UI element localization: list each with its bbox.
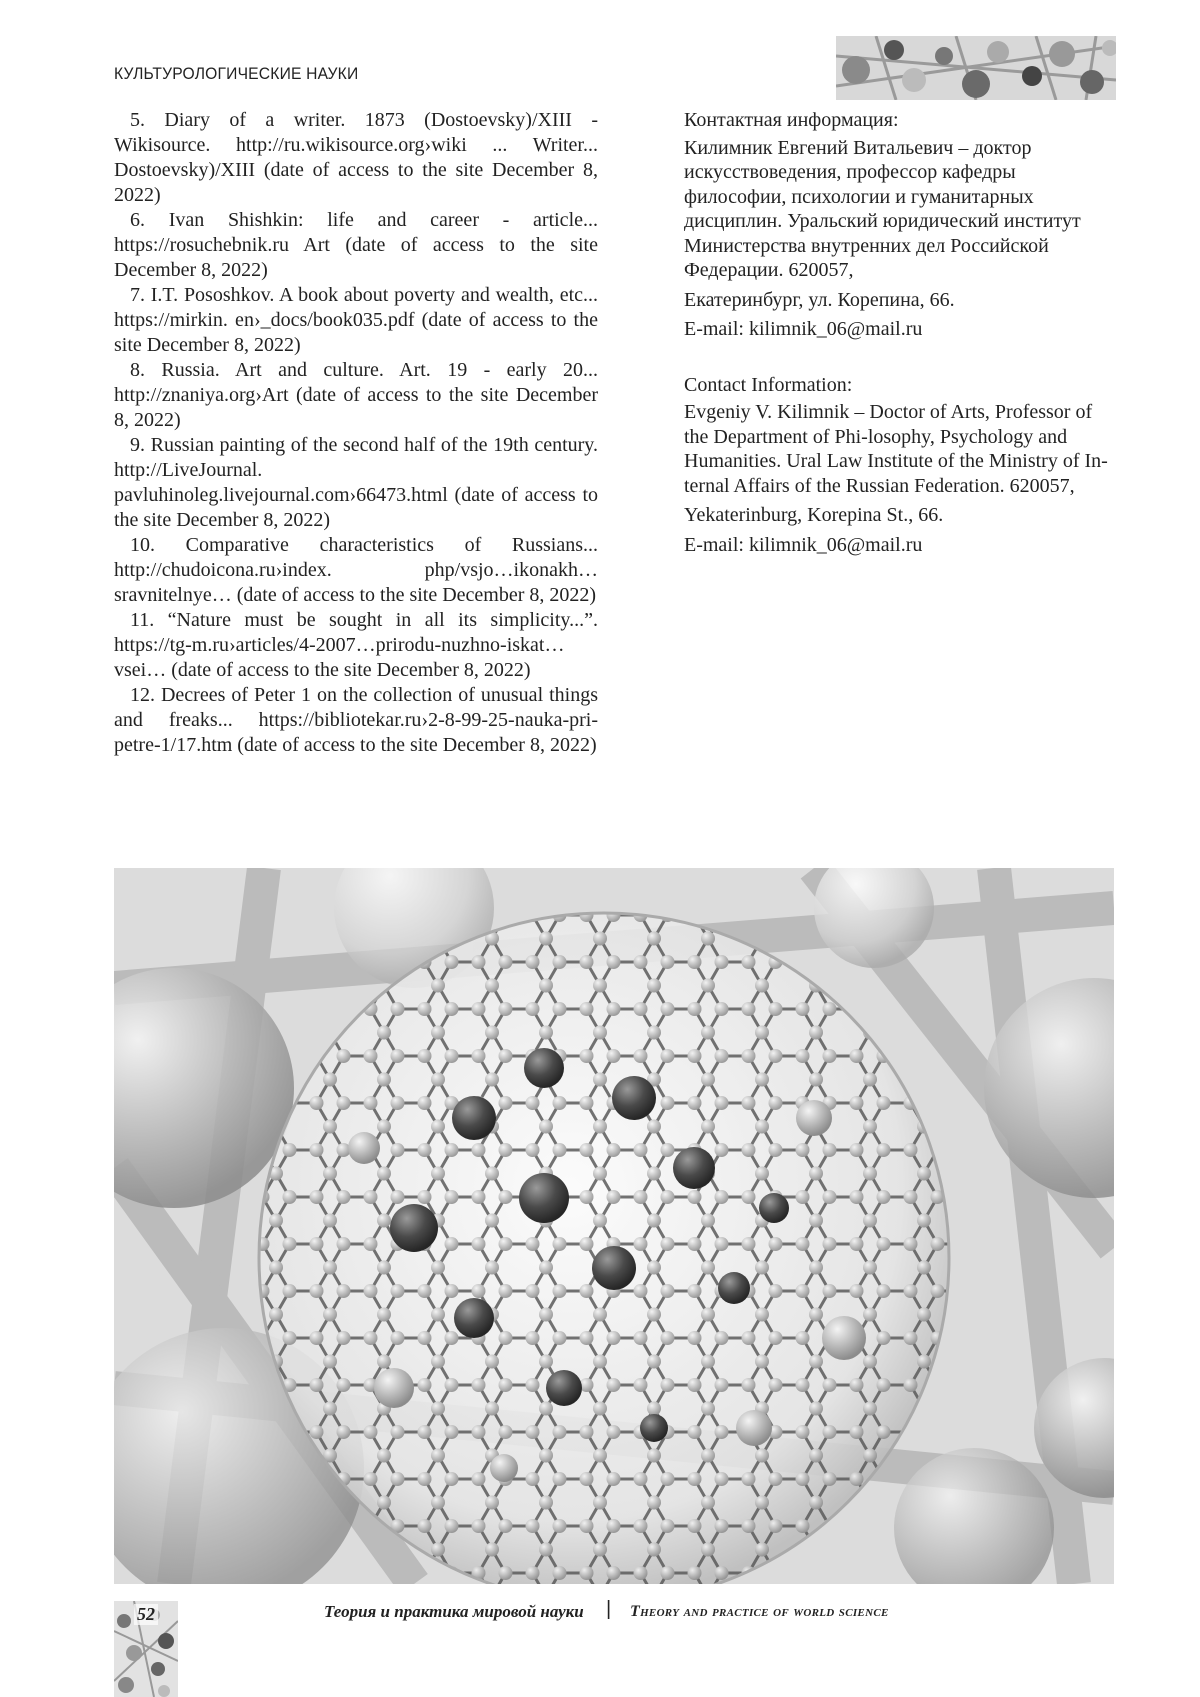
reference-item: 5. Diary of a writer. 1873 (Dostoevsky)/XIII - Wikisource. http://ru.wikisource.org›wiki ... Writer... Dostoevsky)/XIII (date of access to the site December 8, 2022): [114, 108, 598, 208]
reference-item: 12. Decrees of Peter 1 on the collection of unusual things and freaks... https://bibliotekar.ru›2-8-99-25-nauka-pri-petre-1/17.htm (date of access to the site December 8, 2022): [114, 683, 598, 758]
reference-item: 7. I.T. Pososhkov. A book about poverty and wealth, etc... https://mirkin. en›_docs/book035.pdf (date of access to the site December 8, 2022): [114, 283, 598, 358]
contact-ru-address: Екатеринбург, ул. Корепина, 66.: [684, 288, 1114, 313]
reference-item: 9. Russian painting of the second half of the 19th century. http://LiveJournal. pavluhinoleg.livejournal.com›66473.html (date of access to the site December 8, 2022): [114, 433, 598, 533]
reference-item: 11. “Nature must be sought in all its simplicity...”. https://tg-m.ru›articles/4-2007…prirodu-nuzhno-iskat…vsei… (date of access to the site December 8, 2022): [114, 608, 598, 683]
reference-item: 6. Ivan Shishkin: life and career - article... https://rosuchebnik.ru Art (date of access to the site December 8, 2022): [114, 208, 598, 283]
footer-separator: |: [606, 1598, 611, 1621]
running-header: КУЛЬТУРОЛОГИЧЕСКИЕ НАУКИ: [114, 64, 358, 84]
reference-item: 8. Russia. Art and culture. Art. 19 - early 20... http://znaniya.org›Art (date of access to the site December 8, 2022): [114, 358, 598, 433]
contact-en-email: E-mail: kilimnik_06@mail.ru: [684, 533, 1114, 558]
contact-ru-email: E-mail: kilimnik_06@mail.ru: [684, 317, 1114, 342]
contact-en-address: Yekaterinburg, Korepina St., 66.: [684, 503, 1114, 528]
fullerene-illustration: [114, 868, 1114, 1584]
reference-item: 10. Comparative characteristics of Russians... http://chudoicona.ru›index. php/vsjo…ikonakh…sravnitelnye… (date of access to the site December 8, 2022): [114, 533, 598, 608]
references-list: [114, 108, 598, 758]
header-molecule-decoration: [836, 36, 1116, 100]
journal-title-en: Theory and practice of world science: [630, 1603, 889, 1621]
contact-ru-body: Килимник Евгений Витальевич – доктор искусствоведения, профессор кафедры философии, психологии и гуманитарных дисциплин. Уральский юридический институт Министерства внутренних дел Российской Федерации. 620057,: [684, 136, 1114, 283]
contact-en-body: Evgeniy V. Kilimnik – Doctor of Arts, Professor of the Department of Phi-losophy, Psychology and Humanities. Ural Law Institute of the Ministry of In-ternal Affairs of the Russian Federation. 620057,: [684, 400, 1114, 498]
contact-en-heading: Contact Information:: [684, 373, 1114, 398]
journal-title-ru: Теория и практика мировой науки: [324, 1602, 584, 1622]
page-number: 52: [134, 1604, 158, 1625]
contact-ru-heading: Контактная информация:: [684, 108, 1114, 133]
contact-info: [684, 108, 1114, 562]
